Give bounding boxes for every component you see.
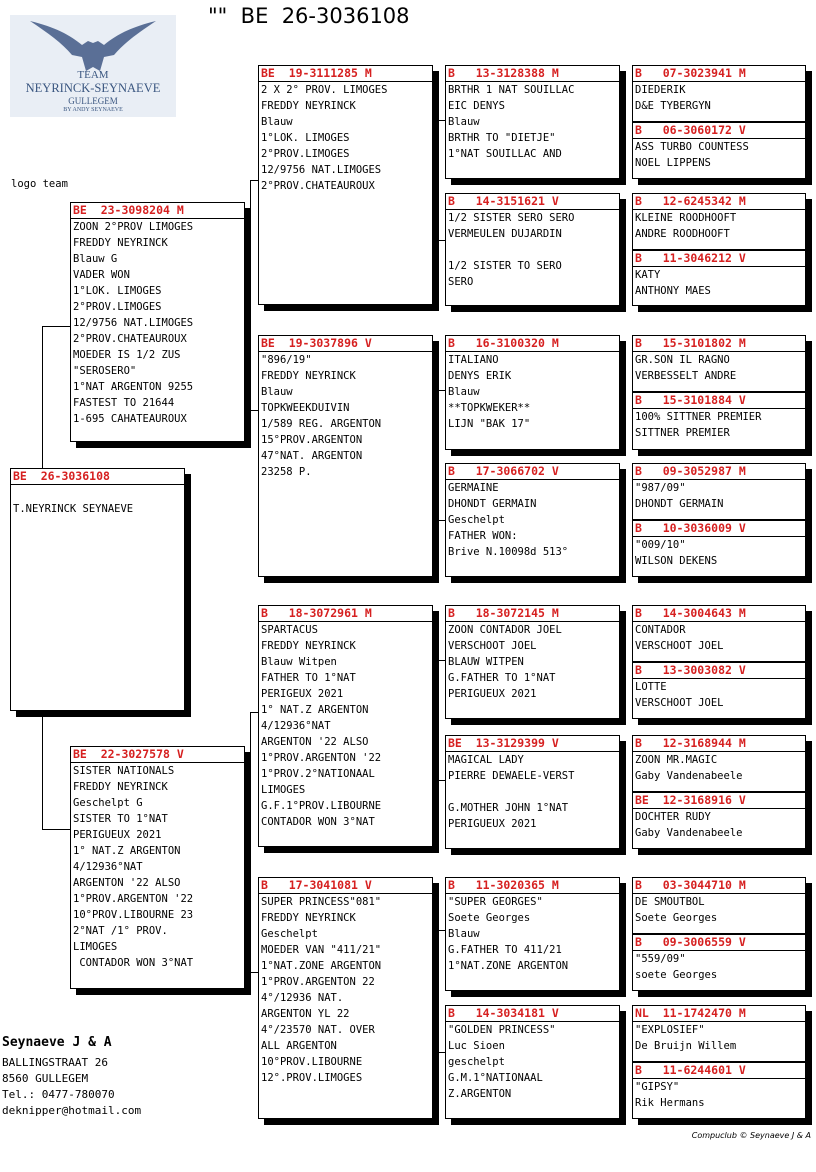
ring-number: B 15-3101802 M: [635, 336, 746, 350]
detail-line: BRTHR 1 NAT SOUILLAC: [448, 84, 575, 96]
detail-line: 12/9756 NAT.LIMOGES: [261, 164, 382, 176]
connector-line: [438, 660, 439, 780]
detail-line: 1°NAT.ZONE ARGENTON: [448, 960, 569, 972]
detail-line: 4°/12936 NAT.: [261, 992, 344, 1004]
detail-line: TOPKWEEKDUIVIN: [261, 402, 350, 414]
detail-line: 4/12936°NAT: [73, 861, 143, 873]
connector-line: [438, 520, 445, 521]
detail-line: "SEROSERO": [73, 365, 137, 377]
detail-line: G.FATHER TO 411/21: [448, 944, 562, 956]
pedigree-card-ggp: [445, 877, 620, 991]
detail-line: **TOPKWEKER**: [448, 402, 531, 414]
detail-line: "SUPER GEORGES": [448, 896, 543, 908]
detail-line: Blauw Witpen: [261, 656, 337, 668]
pedigree-card-gggp: [632, 877, 806, 934]
detail-line: [448, 242, 617, 258]
team-logo: TEAM NEYRINCK-SEYNAEVE GULLEGEM BY ANDY SEYNAEVE: [10, 15, 176, 117]
footer-credit: Compuclub © Seynaeve J & A: [691, 1131, 811, 1140]
detail-line: 1°NAT.ZONE ARGENTON: [261, 960, 382, 972]
page-title: "" BE 26-3036108: [208, 4, 410, 28]
detail-line: 1/589 REG. ARGENTON: [261, 418, 382, 430]
detail-line: FREDDY NEYRINCK: [261, 640, 356, 652]
detail-line: ARGENTON '22 ALSO: [73, 877, 181, 889]
detail-line: 2°PROV.LIMOGES: [73, 301, 162, 313]
pigeon-details: [259, 894, 432, 1086]
pedigree-card-gggp: [632, 1005, 806, 1062]
pigeon-details: [633, 267, 805, 299]
pigeon-details: [633, 210, 805, 242]
detail-line: "GIPSY": [635, 1081, 680, 1093]
ring-number: B 13-3003082 V: [635, 663, 746, 677]
owner-address: [2, 1035, 141, 1119]
pigeon-details: [633, 1079, 805, 1111]
pigeon-details: [446, 82, 619, 162]
detail-line: 1°LOK. LIMOGES: [73, 285, 162, 297]
detail-line: FREDDY NEYRINCK: [261, 100, 356, 112]
connector-line: [250, 972, 258, 973]
detail-line: G.MOTHER JOHN 1°NAT: [448, 802, 569, 814]
owner-email: deknipper@hotmail.com: [2, 1104, 142, 1117]
detail-line: Geschelpt: [261, 928, 318, 940]
detail-line: DHONDT GERMAIN: [635, 498, 724, 510]
detail-line: 15°PROV.ARGENTON: [261, 434, 363, 446]
detail-line: 23258 P.: [261, 466, 312, 478]
detail-line: MOEDER IS 1/2 ZUS: [73, 349, 181, 361]
pigeon-details: [71, 763, 244, 971]
detail-line: SISTER NATIONALS: [73, 765, 175, 777]
detail-line: VERSCHOOT JOEL: [448, 640, 537, 652]
owner-street: BALLINGSTRAAT 26: [2, 1056, 108, 1069]
pedigree-card-ggp: [445, 605, 620, 719]
pigeon-details: [446, 210, 619, 290]
detail-line: 4°/23570 NAT. OVER: [261, 1024, 375, 1036]
pedigree-card-gggp: [632, 463, 806, 520]
detail-line: 10°PROV.LIBOURNE: [261, 1056, 363, 1068]
detail-line: ZOON MR.MAGIC: [635, 754, 718, 766]
detail-line: ZOON CONTADOR JOEL: [448, 624, 562, 636]
detail-line: LOTTE: [635, 681, 667, 693]
detail-line: 1° NAT.Z ARGENTON: [261, 704, 369, 716]
pedigree-card-gggp: [632, 122, 806, 179]
detail-line: 1°NAT SOUILLAC AND: [448, 148, 562, 160]
detail-line: Blauw: [261, 116, 293, 128]
pigeon-details: [633, 537, 805, 569]
pedigree-card-gggp: [632, 662, 806, 719]
connector-line: [438, 930, 445, 931]
detail-line: Geschelpt: [448, 514, 505, 526]
pigeon-details: [633, 809, 805, 841]
pedigree-card-ggp: [445, 65, 620, 179]
connector-line: [250, 712, 258, 713]
pigeon-details: [11, 485, 184, 517]
connector-line: [42, 713, 43, 829]
detail-line: ANDRE ROODHOOFT: [635, 228, 730, 240]
ring-number: B 13-3128388 M: [448, 66, 559, 80]
detail-line: SISTER TO 1°NAT: [73, 813, 168, 825]
detail-line: PERIGUEUX 2021: [73, 829, 162, 841]
ring-number: B 17-3041081 V: [261, 878, 372, 892]
detail-line: 4/12936°NAT: [261, 720, 331, 732]
detail-line: Gaby Vandenabeele: [635, 770, 743, 782]
pedigree-card-grandsire-maternal: [258, 605, 433, 847]
pigeon-details: [633, 622, 805, 654]
detail-line: VERBESSELT ANDRE: [635, 370, 737, 382]
pedigree-card-gggp: [632, 605, 806, 662]
detail-line: D&E TYBERGYN: [635, 100, 711, 112]
pedigree-card-gggp: [632, 65, 806, 122]
detail-line: 1°PROV.2°NATIONAAL: [261, 768, 375, 780]
detail-line: LIMOGES: [73, 941, 118, 953]
detail-line: KATY: [635, 269, 661, 281]
ring-number: B 14-3151621 V: [448, 194, 559, 208]
detail-line: CONTADOR WON 3°NAT: [261, 816, 375, 828]
detail-line: VADER WON: [73, 269, 130, 281]
detail-line: ZOON 2°PROV LIMOGES: [73, 221, 194, 233]
pigeon-details: [259, 82, 432, 194]
pigeon-details: [446, 752, 619, 832]
ring-number: B 18-3072145 M: [448, 606, 559, 620]
detail-line: SITTNER PREMIER: [635, 427, 730, 439]
pedigree-card-gggp: [632, 934, 806, 991]
detail-line: Rik Hermans: [635, 1097, 705, 1109]
ring-number: B 12-3168944 M: [635, 736, 746, 750]
pigeon-details: [633, 82, 805, 114]
pigeon-details: [446, 894, 619, 974]
pedigree-card-gggp: [632, 335, 806, 392]
detail-line: DE SMOUTBOL: [635, 896, 705, 908]
detail-line: SERO: [448, 276, 474, 288]
connector-line: [42, 326, 70, 327]
pigeon-details: [633, 480, 805, 512]
detail-line: FREDDY NEYRINCK: [261, 912, 356, 924]
detail-line: LIJN "BAK 17": [448, 418, 531, 430]
detail-line: GERMAINE: [448, 482, 499, 494]
detail-line: EIC DENYS: [448, 100, 505, 112]
detail-line: 1/2 SISTER TO SERO: [448, 260, 562, 272]
detail-line: SPARTACUS: [261, 624, 318, 636]
detail-line: FATHER TO 1°NAT: [261, 672, 356, 684]
connector-line: [250, 180, 251, 410]
owner-phone: Tel.: 0477-780070: [2, 1088, 115, 1101]
detail-line: ANTHONY MAES: [635, 285, 711, 297]
pedigree-card-granddam-paternal: [258, 335, 433, 577]
detail-line: "987/09": [635, 482, 686, 494]
connector-line: [438, 1052, 445, 1053]
ring-number: BE 19-3111285 M: [261, 66, 372, 80]
detail-line: Blauw: [448, 116, 480, 128]
ring-number: NL 11-1742470 M: [635, 1006, 746, 1020]
pigeon-details: [633, 951, 805, 983]
ring-number: BE 12-3168916 V: [635, 793, 746, 807]
detail-line: PERIGEUX 2021: [261, 688, 344, 700]
detail-line: "EXPLOSIEF": [635, 1024, 705, 1036]
detail-line: 10°PROV.LIBOURNE 23: [73, 909, 194, 921]
pigeon-details: [633, 752, 805, 784]
ring-number: B 07-3023941 M: [635, 66, 746, 80]
detail-line: ASS TURBO COUNTESS: [635, 141, 749, 153]
pedigree-card-gggp: [632, 520, 806, 577]
connector-line: [250, 180, 258, 181]
pigeon-details: [633, 1022, 805, 1054]
ring-number: B 10-3036009 V: [635, 521, 746, 535]
detail-line: Geschelpt G: [73, 797, 143, 809]
pedigree-card-gggp: [632, 1062, 806, 1119]
detail-line: DIEDERIK: [635, 84, 686, 96]
detail-line: De Bruijn Willem: [635, 1040, 737, 1052]
detail-line: LIMOGES: [261, 784, 306, 796]
detail-line: [448, 784, 617, 800]
detail-line: 100% SITTNER PREMIER: [635, 411, 762, 423]
pedigree-card-main: [10, 468, 185, 711]
owner-city: 8560 GULLEGEM: [2, 1072, 89, 1085]
detail-line: 2°PROV.LIMOGES: [261, 148, 350, 160]
detail-line: DHONDT GERMAIN: [448, 498, 537, 510]
detail-line: Soete Georges: [448, 912, 531, 924]
ring-number: B 12-6245342 M: [635, 194, 746, 208]
detail-line: Soete Georges: [635, 912, 718, 924]
detail-line: 2°PROV.CHATEAUROUX: [73, 333, 187, 345]
ring-number: B 09-3006559 V: [635, 935, 746, 949]
detail-line: BRTHR TO "DIETJE": [448, 132, 556, 144]
detail-line: G.FATHER TO 1°NAT: [448, 672, 556, 684]
detail-line: PERIGUEUX 2021: [448, 688, 537, 700]
connector-line: [438, 660, 445, 661]
ring-number: B 06-3060172 V: [635, 123, 746, 137]
detail-line: 1°NAT ARGENTON 9255: [73, 381, 194, 393]
ring-number: BE 26-3036108: [13, 469, 110, 483]
pigeon-details: [446, 352, 619, 432]
pedigree-card-sire: [70, 202, 245, 442]
detail-line: FATHER WON:: [448, 530, 518, 542]
pigeon-details: [633, 139, 805, 171]
detail-line: DOCHTER RUDY: [635, 811, 711, 823]
pedigree-card-grandsire-paternal: [258, 65, 433, 305]
detail-line: G.M.1°NATIONAAL: [448, 1072, 543, 1084]
pedigree-card-gggp: [632, 193, 806, 250]
detail-line: G.F.1°PROV.LIBOURNE: [261, 800, 382, 812]
detail-line: ARGENTON YL 22: [261, 1008, 350, 1020]
ring-number: BE 22-3027578 V: [73, 747, 184, 761]
detail-line: SUPER PRINCESS"081": [261, 896, 382, 908]
detail-line: geschelpt: [448, 1056, 505, 1068]
ring-number: B 16-3100320 M: [448, 336, 559, 350]
detail-line: FREDDY NEYRINCK: [261, 370, 356, 382]
connector-line: [42, 326, 43, 468]
eagle-icon: [10, 15, 176, 75]
detail-line: Luc Sioen: [448, 1040, 505, 1052]
detail-line: 1-695 CAHATEAUROUX: [73, 413, 187, 425]
detail-line: ITALIANO: [448, 354, 499, 366]
connector-line: [42, 829, 70, 830]
detail-line: CONTADOR: [635, 624, 686, 636]
detail-line: ARGENTON '22 ALSO: [261, 736, 369, 748]
detail-line: MOEDER VAN "411/21": [261, 944, 382, 956]
ring-number: B 11-3020365 M: [448, 878, 559, 892]
detail-line: 47°NAT. ARGENTON: [261, 450, 363, 462]
detail-line: 1°LOK. LIMOGES: [261, 132, 350, 144]
detail-line: WILSON DEKENS: [635, 555, 718, 567]
detail-line: Z.ARGENTON: [448, 1088, 512, 1100]
pedigree-card-granddam-maternal: [258, 877, 433, 1119]
detail-line: FASTEST TO 21644: [73, 397, 175, 409]
connector-line: [250, 410, 258, 411]
pedigree-card-ggp: [445, 463, 620, 577]
detail-line: soete Georges: [635, 969, 718, 981]
pigeon-details: [446, 622, 619, 702]
detail-line: 2°NAT /1° PROV.: [73, 925, 168, 937]
connector-line: [438, 390, 445, 391]
pedigree-card-ggp: [445, 1005, 620, 1119]
pigeon-details: [259, 352, 432, 480]
ring-number: BE 23-3098204 M: [73, 203, 184, 217]
ring-number: B 15-3101884 V: [635, 393, 746, 407]
detail-line: FREDDY NEYRINCK: [73, 781, 168, 793]
detail-line: T.NEYRINCK SEYNAEVE: [13, 503, 134, 515]
detail-line: MAGICAL LADY: [448, 754, 524, 766]
detail-line: "009/10": [635, 539, 686, 551]
detail-line: Brive N.10098d 513°: [448, 546, 569, 558]
ring-number: BE 19-3037896 V: [261, 336, 372, 350]
ring-number: B 14-3034181 V: [448, 1006, 559, 1020]
detail-line: 12°.PROV.LIMOGES: [261, 1072, 363, 1084]
detail-line: 1° NAT.Z ARGENTON: [73, 845, 181, 857]
detail-line: FREDDY NEYRINCK: [73, 237, 168, 249]
detail-line: [13, 485, 182, 501]
detail-line: PERIGUEUX 2021: [448, 818, 537, 830]
detail-line: GR.SON IL RAGNO: [635, 354, 730, 366]
detail-line: 1°PROV.ARGENTON '22: [261, 752, 382, 764]
detail-line: 1/2 SISTER SERO SERO: [448, 212, 575, 224]
detail-line: VERSCHOOT JOEL: [635, 697, 724, 709]
detail-line: "GOLDEN PRINCESS": [448, 1024, 556, 1036]
ring-number: B 03-3044710 M: [635, 878, 746, 892]
ring-number: B 11-3046212 V: [635, 251, 746, 265]
pigeon-details: [633, 409, 805, 441]
pigeon-details: [633, 679, 805, 711]
pedigree-card-gggp: [632, 735, 806, 792]
detail-line: 2°PROV.CHATEAUROUX: [261, 180, 375, 192]
detail-line: 2 X 2° PROV. LIMOGES: [261, 84, 388, 96]
pedigree-card-ggp: [445, 735, 620, 849]
owner-name: Seynaeve J & A: [2, 1035, 112, 1050]
pedigree-card-dam: [70, 746, 245, 989]
detail-line: CONTADOR WON 3°NAT: [73, 957, 194, 969]
detail-line: KLEINE ROODHOOFT: [635, 212, 737, 224]
pigeon-details: [71, 219, 244, 427]
detail-line: "896/19": [261, 354, 312, 366]
ring-number: B 18-3072961 M: [261, 606, 372, 620]
connector-line: [438, 930, 439, 1052]
detail-line: DENYS ERIK: [448, 370, 512, 382]
detail-line: 12/9756 NAT.LIMOGES: [73, 317, 194, 329]
detail-line: 1°PROV.ARGENTON '22: [73, 893, 194, 905]
detail-line: VERMEULEN DUJARDIN: [448, 228, 562, 240]
pigeon-details: [259, 622, 432, 830]
pigeon-details: [633, 894, 805, 926]
connector-line: [250, 712, 251, 972]
ring-number: BE 13-3129399 V: [448, 736, 559, 750]
pigeon-details: [446, 1022, 619, 1102]
detail-line: VERSCHOOT JOEL: [635, 640, 724, 652]
detail-line: Blauw G: [73, 253, 118, 265]
connector-line: [438, 120, 445, 121]
detail-line: BLAUW WITPEN: [448, 656, 524, 668]
logo-label: logo team: [11, 178, 68, 190]
ring-number: B 14-3004643 M: [635, 606, 746, 620]
pedigree-card-gggp: [632, 392, 806, 450]
pigeon-details: [633, 352, 805, 384]
ring-number: B 17-3066702 V: [448, 464, 559, 478]
detail-line: Blauw: [261, 386, 293, 398]
pedigree-card-ggp: [445, 193, 620, 306]
detail-line: ALL ARGENTON: [261, 1040, 337, 1052]
detail-line: "559/09": [635, 953, 686, 965]
connector-line: [438, 240, 445, 241]
pedigree-card-gggp: [632, 250, 806, 306]
detail-line: Blauw: [448, 928, 480, 940]
pigeon-details: [446, 480, 619, 560]
detail-line: PIERRE DEWAELE-VERST: [448, 770, 575, 782]
connector-line: [438, 120, 439, 240]
ring-number: B 09-3052987 M: [635, 464, 746, 478]
ring-number: B 11-6244601 V: [635, 1063, 746, 1077]
pedigree-card-ggp: [445, 335, 620, 450]
detail-line: Gaby Vandenabeele: [635, 827, 743, 839]
detail-line: Blauw: [448, 386, 480, 398]
detail-line: NOEL LIPPENS: [635, 157, 711, 169]
connector-line: [438, 780, 445, 781]
detail-line: 1°PROV.ARGENTON 22: [261, 976, 375, 988]
connector-line: [438, 390, 439, 520]
pedigree-card-gggp: [632, 792, 806, 849]
